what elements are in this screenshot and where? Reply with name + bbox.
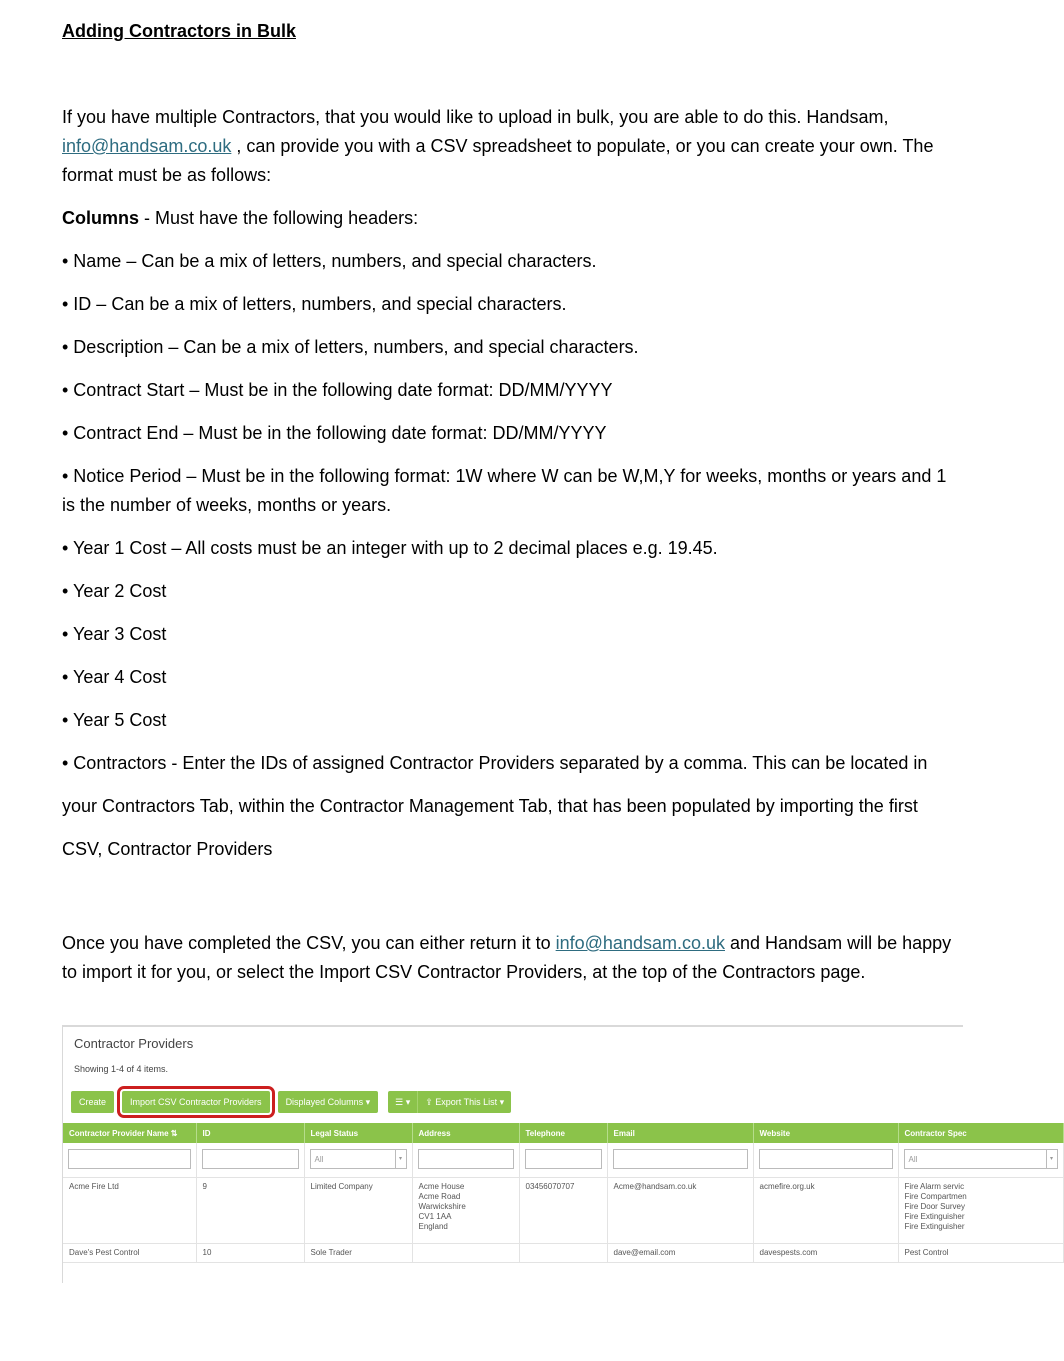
filter-cell bbox=[63, 1143, 196, 1178]
column-header-legal-status[interactable]: Legal Status bbox=[304, 1123, 412, 1143]
columns-paragraph bbox=[62, 204, 962, 233]
select-value: All bbox=[314, 1154, 324, 1164]
cell-contractor-spec bbox=[898, 1178, 1063, 1244]
spec-line: Fire Extinguisher bbox=[904, 1222, 965, 1231]
address-line: CV1 1AA bbox=[418, 1212, 452, 1221]
list-export-group bbox=[388, 1091, 511, 1113]
outro-paragraph bbox=[62, 929, 962, 987]
list-item: • Description – Can be a mix of letters, numbers, and special characters. bbox=[62, 337, 639, 357]
filter-row bbox=[63, 1143, 1063, 1178]
intro-text-end: , can provide you with a CSV spreadsheet to populate, or you can create your own. The format must be as follows: bbox=[62, 136, 934, 185]
filter-address-input[interactable] bbox=[418, 1149, 514, 1169]
cell-address bbox=[412, 1244, 519, 1263]
cell-website[interactable]: acmefire.org.uk bbox=[753, 1178, 898, 1244]
displayed-columns-button[interactable]: Displayed Columns ▾ bbox=[278, 1091, 379, 1113]
list-item: • Year 1 Cost – All costs must be an integer with up to 2 decimal places e.g. 19.45. bbox=[62, 538, 718, 558]
filter-id-input[interactable] bbox=[202, 1149, 299, 1169]
cell-telephone bbox=[519, 1244, 607, 1263]
outro-text-end: and Handsam will be happy to import it for you, or select the Import CSV Contractor Providers, at the top of the Contractors page. bbox=[62, 933, 952, 982]
intro-paragraph bbox=[62, 103, 962, 190]
columns-text: - Must have the following headers: bbox=[139, 208, 419, 228]
intro-text-start: If you have multiple Contractors, that you would like to upload in bulk, you are able to do this. Handsam, bbox=[62, 107, 889, 127]
email-link[interactable]: info@handsam.co.uk bbox=[62, 136, 232, 156]
filter-email-input[interactable] bbox=[613, 1149, 748, 1169]
select-value: All bbox=[908, 1154, 918, 1164]
address-line: Acme Road bbox=[418, 1192, 461, 1201]
filter-cell bbox=[898, 1143, 1063, 1178]
export-list-button[interactable]: ⇪ Export This List ▾ bbox=[417, 1091, 511, 1113]
import-csv-button[interactable]: Import CSV Contractor Providers bbox=[122, 1091, 270, 1113]
filter-cell bbox=[196, 1143, 304, 1178]
address-line: Acme House bbox=[418, 1182, 465, 1191]
spec-line: Fire Compartmen bbox=[904, 1192, 967, 1201]
cell-name: Acme Fire Ltd bbox=[63, 1178, 196, 1244]
grid-title: Contractor Providers bbox=[74, 1036, 194, 1051]
cell-telephone: 03456070707 bbox=[519, 1178, 607, 1244]
embedded-screenshot bbox=[62, 1025, 1053, 1283]
spec-line: Fire Door Survey bbox=[904, 1202, 965, 1211]
list-item: • Year 2 Cost bbox=[62, 581, 167, 601]
spec-line: Fire Alarm servic bbox=[904, 1182, 965, 1191]
spec-line: Fire Extinguisher bbox=[904, 1212, 965, 1221]
column-header-contractor-spec[interactable]: Contractor Spec bbox=[898, 1123, 1063, 1143]
filter-cell bbox=[607, 1143, 753, 1178]
filter-legal-status-select[interactable] bbox=[310, 1149, 407, 1169]
cell-email[interactable]: Acme@handsam.co.uk bbox=[607, 1178, 753, 1244]
address-line: England bbox=[418, 1222, 448, 1231]
list-item-contractors: • Contractors - Enter the IDs of assigned Contractor Providers separated by a comma. This can be located in your Contractors Tab, within the Contractor Management Tab, that has been populated by importing the first CSV, Contractor Providers bbox=[62, 753, 928, 859]
table-header-row bbox=[63, 1123, 1063, 1143]
list-item: • Contract End – Must be in the following date format: DD/MM/YYYY bbox=[62, 423, 607, 443]
grid-toolbar bbox=[71, 1091, 511, 1113]
list-item: • Year 3 Cost bbox=[62, 624, 167, 644]
list-item: • Contract Start – Must be in the following date format: DD/MM/YYYY bbox=[62, 380, 613, 400]
column-header-telephone[interactable]: Telephone bbox=[519, 1123, 607, 1143]
filter-spec-select[interactable] bbox=[904, 1149, 1058, 1169]
cell-id: 9 bbox=[196, 1178, 304, 1244]
cell-name: Dave's Pest Control bbox=[63, 1244, 196, 1263]
filter-cell bbox=[304, 1143, 412, 1178]
chevron-down-icon: ▾ bbox=[395, 1150, 406, 1168]
column-header-address[interactable]: Address bbox=[412, 1123, 519, 1143]
cell-legal-status: Sole Trader bbox=[304, 1244, 412, 1263]
table-row[interactable] bbox=[63, 1244, 1063, 1263]
cell-email[interactable]: dave@email.com bbox=[607, 1244, 753, 1263]
document-page bbox=[62, 18, 962, 987]
cell-legal-status: Limited Company bbox=[304, 1178, 412, 1244]
create-button[interactable]: Create bbox=[71, 1091, 114, 1113]
column-header-email[interactable]: Email bbox=[607, 1123, 753, 1143]
filter-website-input[interactable] bbox=[759, 1149, 893, 1169]
list-item: • Year 4 Cost bbox=[62, 667, 167, 687]
filter-name-input[interactable] bbox=[68, 1149, 191, 1169]
outro-text-start: Once you have completed the CSV, you can either return it to bbox=[62, 933, 556, 953]
address-line: Warwickshire bbox=[418, 1202, 466, 1211]
email-link[interactable]: info@handsam.co.uk bbox=[555, 933, 725, 953]
header-list bbox=[62, 247, 962, 871]
filter-telephone-input[interactable] bbox=[525, 1149, 602, 1169]
chevron-down-icon: ▾ bbox=[1046, 1150, 1057, 1168]
item-count: Showing 1-4 of 4 items. bbox=[74, 1064, 169, 1074]
cell-website[interactable]: davespests.com bbox=[753, 1244, 898, 1263]
cell-id: 10 bbox=[196, 1244, 304, 1263]
filter-cell bbox=[412, 1143, 519, 1178]
column-header-website[interactable]: Website bbox=[753, 1123, 898, 1143]
list-item: • Year 5 Cost bbox=[62, 710, 167, 730]
list-item: • ID – Can be a mix of letters, numbers, and special characters. bbox=[62, 294, 567, 314]
columns-label: Columns bbox=[62, 208, 140, 228]
table-row[interactable] bbox=[63, 1178, 1063, 1244]
filter-cell bbox=[519, 1143, 607, 1178]
cell-address bbox=[412, 1178, 519, 1244]
spec-line: Pest Control bbox=[904, 1248, 949, 1257]
list-item: • Notice Period – Must be in the following format: 1W where W can be W,M,Y for weeks, months or years and 1 is the number of weeks, months or years. bbox=[62, 466, 947, 515]
column-header-name[interactable]: Contractor Provider Name ⇅ bbox=[63, 1123, 196, 1143]
column-header-id[interactable]: ID bbox=[196, 1123, 304, 1143]
document-title: Adding Contractors in Bulk bbox=[62, 21, 296, 41]
filter-cell bbox=[753, 1143, 898, 1178]
list-view-button[interactable]: ☰ ▾ bbox=[395, 1097, 411, 1107]
cell-contractor-spec bbox=[898, 1244, 1063, 1263]
list-item: • Name – Can be a mix of letters, numbers, and special characters. bbox=[62, 251, 597, 271]
contractor-providers-table bbox=[63, 1123, 1064, 1263]
